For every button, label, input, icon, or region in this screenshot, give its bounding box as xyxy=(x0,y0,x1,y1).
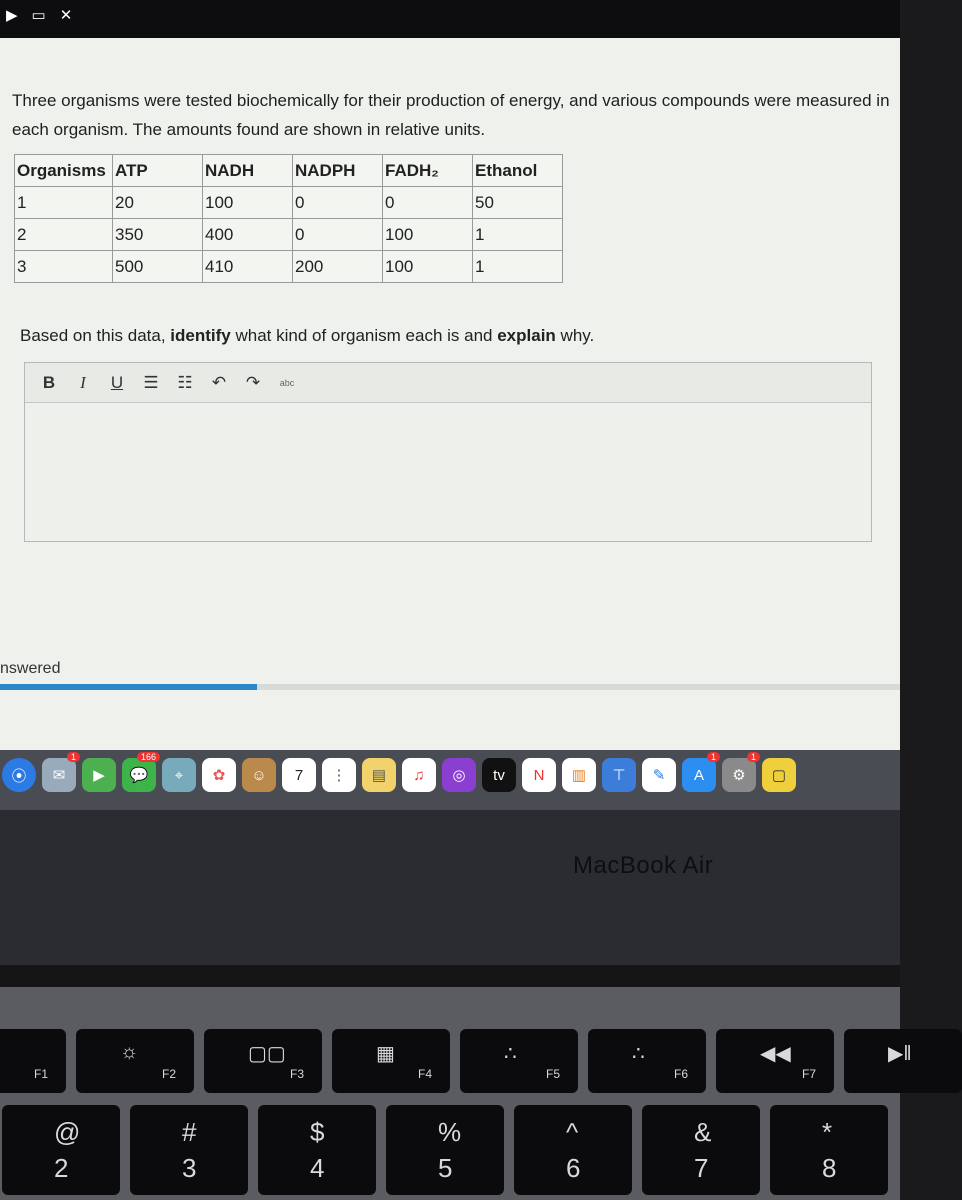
key-symbol: ^ xyxy=(566,1117,579,1147)
table-cell: 0 xyxy=(383,187,473,219)
key-digit: 5 xyxy=(438,1153,453,1183)
header-atp: ATP xyxy=(113,155,203,187)
bottom-bezel xyxy=(0,810,900,965)
screen-top-bar xyxy=(0,0,900,38)
progress-fill xyxy=(0,684,257,690)
progress-bar xyxy=(0,684,900,690)
appstore-badge: 1 xyxy=(707,752,720,762)
messages-icon[interactable]: 💬 166 xyxy=(122,758,156,792)
key-digit: 4 xyxy=(310,1153,325,1183)
key-digit: 7 xyxy=(694,1153,709,1183)
key-symbol: # xyxy=(182,1117,197,1147)
table-cell: 100 xyxy=(383,251,473,283)
table-cell: 1 xyxy=(473,219,563,251)
header-organisms: Organisms xyxy=(15,155,113,187)
editor-toolbar xyxy=(25,363,871,403)
number-key[interactable] xyxy=(2,1105,120,1195)
photos-icon[interactable]: ✿ xyxy=(202,758,236,792)
key-glyph-icon: ▦ xyxy=(376,1043,395,1065)
key-symbol: $ xyxy=(310,1117,325,1147)
table-cell: 400 xyxy=(203,219,293,251)
calendar-icon[interactable] xyxy=(282,758,316,792)
key-glyph-icon: ∴ xyxy=(632,1043,645,1065)
hinge xyxy=(0,965,900,987)
contacts-icon[interactable]: ☺ xyxy=(242,758,276,792)
key-symbol: % xyxy=(438,1117,462,1147)
header-nadph: NADPH xyxy=(293,155,383,187)
news-icon[interactable]: N xyxy=(522,758,556,792)
numbered-list-icon[interactable]: ☷ xyxy=(177,372,193,392)
reminders-icon[interactable]: ⋮ xyxy=(322,758,356,792)
undo-icon[interactable]: ↶ xyxy=(211,372,227,392)
notes-icon[interactable]: ▤ xyxy=(362,758,396,792)
key-glyph-icon: ◀◀ xyxy=(760,1043,791,1065)
function-key[interactable] xyxy=(588,1029,706,1093)
key-glyph-icon: ☼ xyxy=(120,1041,139,1063)
key-digit: 6 xyxy=(566,1153,581,1183)
redo-icon[interactable]: ↷ xyxy=(245,372,261,392)
tv-label: tv xyxy=(493,766,505,784)
podcasts-icon[interactable]: ◎ xyxy=(442,758,476,792)
key-label: F1 xyxy=(33,1067,48,1081)
table-header-row xyxy=(15,155,563,187)
table-cell: 100 xyxy=(383,219,473,251)
spellcheck-button[interactable]: abc xyxy=(279,377,295,388)
function-key[interactable] xyxy=(0,1029,66,1093)
tv-icon[interactable] xyxy=(482,758,516,792)
header-ethanol: Ethanol xyxy=(473,155,563,187)
key-label: F2 xyxy=(161,1067,176,1081)
function-key[interactable] xyxy=(204,1029,322,1093)
prompt-part: Based on this data, xyxy=(20,326,171,345)
settings-badge: 1 xyxy=(747,752,760,762)
top-icons xyxy=(0,0,72,30)
macbook-label: MacBook Air xyxy=(573,852,714,879)
mail-icon[interactable]: ✉ 1 xyxy=(42,758,76,792)
bold-button[interactable]: B xyxy=(42,372,56,392)
function-key[interactable] xyxy=(716,1029,834,1093)
italic-button[interactable]: I xyxy=(80,372,86,392)
prompt-part: why. xyxy=(555,326,595,345)
table-cell: 500 xyxy=(113,251,203,283)
cursor-icon: ▶ xyxy=(6,7,18,24)
key-label: F4 xyxy=(417,1067,432,1081)
table-row xyxy=(15,251,563,283)
key-label: F5 xyxy=(545,1067,560,1081)
preview-icon[interactable]: ✎ xyxy=(642,758,676,792)
appstore-icon[interactable]: A 1 xyxy=(682,758,716,792)
browser-content xyxy=(0,38,900,750)
dock xyxy=(0,750,900,810)
function-key[interactable] xyxy=(332,1029,450,1093)
prompt-bold: explain xyxy=(497,326,556,345)
table-cell: 1 xyxy=(15,187,113,219)
function-key[interactable] xyxy=(844,1029,962,1093)
prompt-bold: identify xyxy=(170,326,231,345)
numbers-icon[interactable]: ▥ xyxy=(562,758,596,792)
table-cell: 200 xyxy=(293,251,383,283)
table-row xyxy=(15,187,563,219)
number-key[interactable] xyxy=(770,1105,888,1195)
underline-button[interactable]: U xyxy=(110,372,124,392)
question-prompt xyxy=(20,326,594,346)
function-key[interactable] xyxy=(76,1029,194,1093)
prompt-part: what kind of organism each is and xyxy=(230,326,498,345)
keyboard xyxy=(0,987,912,1200)
stickies-icon[interactable]: ▢ xyxy=(762,758,796,792)
key-symbol: @ xyxy=(54,1117,81,1147)
table-cell: 350 xyxy=(113,219,203,251)
system-preferences-icon[interactable]: ⚙ 1 xyxy=(722,758,756,792)
table-row xyxy=(15,219,563,251)
messages-badge: 166 xyxy=(137,752,160,762)
key-symbol: * xyxy=(822,1117,833,1147)
key-label: F6 xyxy=(673,1067,688,1081)
answered-label: nswered xyxy=(0,660,61,677)
key-symbol: & xyxy=(694,1117,712,1147)
table-cell: 20 xyxy=(113,187,203,219)
number-key[interactable] xyxy=(386,1105,504,1195)
facetime-icon[interactable]: ▶ xyxy=(82,758,116,792)
key-label: F3 xyxy=(289,1067,304,1081)
header-fadh2: FADH₂ xyxy=(383,155,473,187)
music-icon[interactable]: ♫ xyxy=(402,758,436,792)
key-glyph-icon: ▢▢ xyxy=(248,1043,286,1065)
number-key[interactable] xyxy=(642,1105,760,1195)
number-key[interactable] xyxy=(130,1105,248,1195)
key-label: F7 xyxy=(801,1067,816,1081)
header-nadh: NADH xyxy=(203,155,293,187)
question-text: Three organisms were tested biochemically for their production of energy, and various compounds were measured in each organism. The amounts found are shown in relative units. xyxy=(12,91,890,139)
key-digit: 2 xyxy=(54,1153,69,1183)
table-cell: 2 xyxy=(15,219,113,251)
mail-badge: 1 xyxy=(67,752,80,762)
editor-textarea[interactable] xyxy=(25,403,871,541)
key-digit: 8 xyxy=(822,1153,837,1183)
data-table xyxy=(14,154,563,283)
key-glyph-icon: ▶‖ xyxy=(888,1043,912,1065)
answer-editor[interactable] xyxy=(24,362,872,542)
table-cell: 50 xyxy=(473,187,563,219)
table-cell: 0 xyxy=(293,219,383,251)
calendar-day: 7 xyxy=(294,766,304,784)
table-cell: 100 xyxy=(203,187,293,219)
number-key[interactable] xyxy=(514,1105,632,1195)
keynote-icon[interactable]: ⊤ xyxy=(602,758,636,792)
tab-icon[interactable]: ▭ xyxy=(31,7,46,24)
number-key[interactable] xyxy=(258,1105,376,1195)
safari-icon[interactable]: ⦿ xyxy=(2,758,36,792)
bulleted-list-icon[interactable]: ☰ xyxy=(143,372,159,392)
table-cell: 410 xyxy=(203,251,293,283)
function-key[interactable] xyxy=(460,1029,578,1093)
table-cell: 0 xyxy=(293,187,383,219)
key-digit: 3 xyxy=(182,1153,197,1183)
maps-icon[interactable]: ⌖ xyxy=(162,758,196,792)
key-glyph-icon: ∴ xyxy=(504,1043,517,1065)
close-icon[interactable]: ✕ xyxy=(59,7,73,24)
table-cell: 3 xyxy=(15,251,113,283)
table-cell: 1 xyxy=(473,251,563,283)
